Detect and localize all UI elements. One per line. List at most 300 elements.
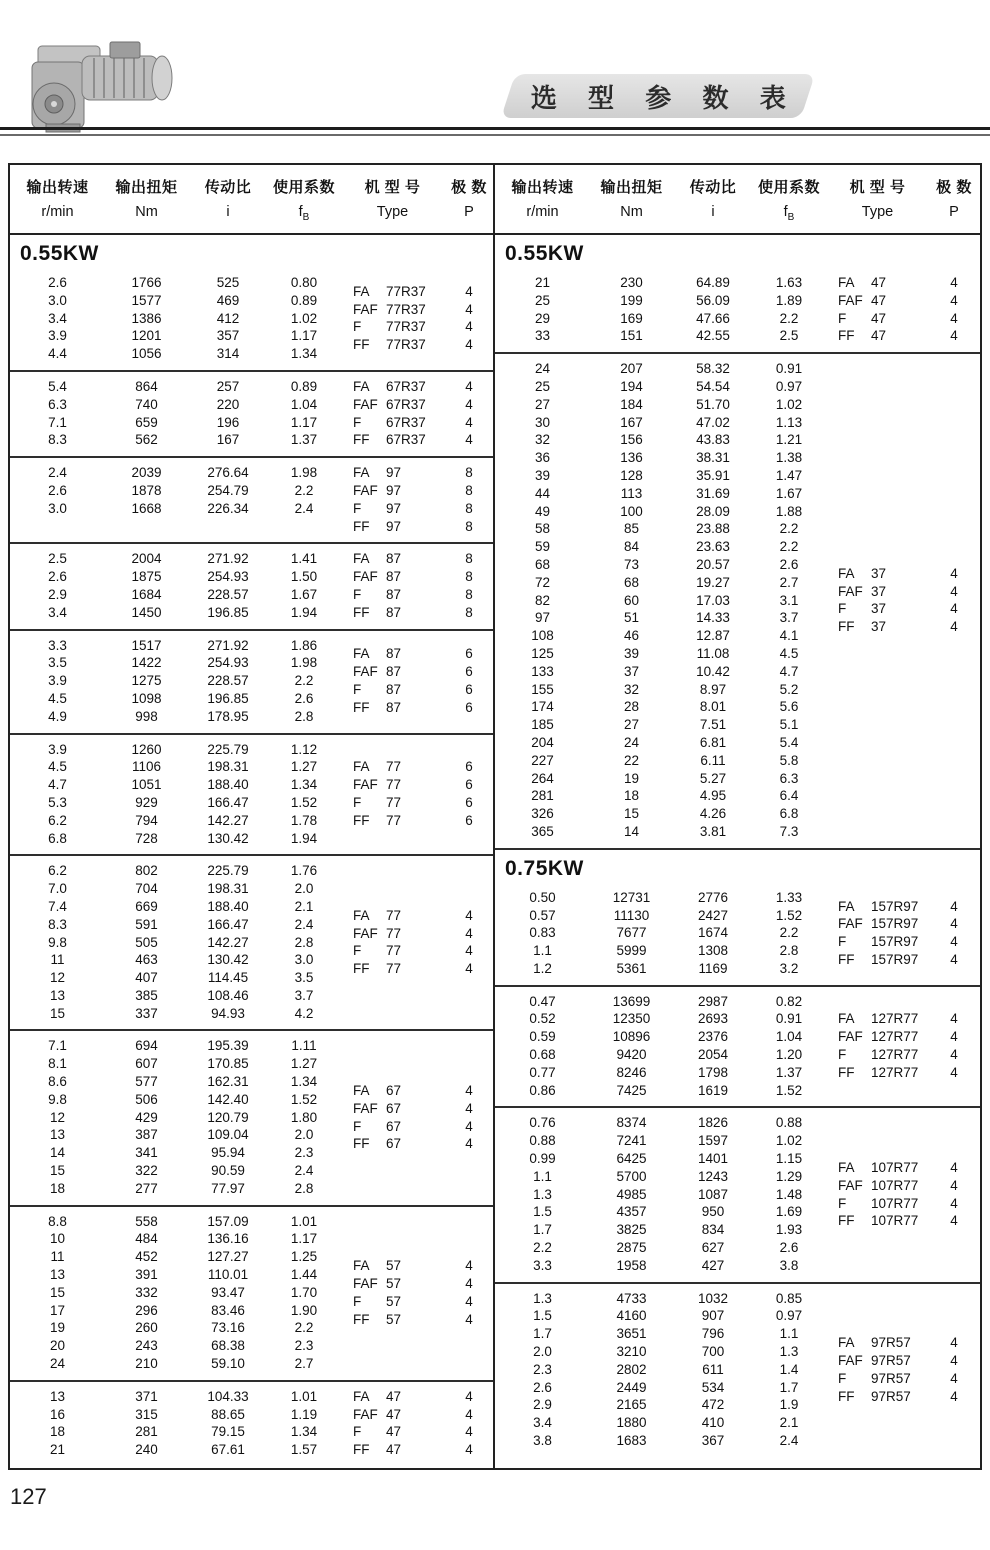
- service-factor-cell: 1.34: [290, 777, 318, 793]
- service-factor-cell: 1.94: [290, 604, 318, 620]
- type-prefix: FAF: [353, 1100, 378, 1116]
- torque-cell: 1878: [131, 482, 162, 498]
- torque-cell: 51: [623, 610, 640, 626]
- speed-cell: 0.52: [529, 1011, 556, 1027]
- ratio-cell: 19.27: [696, 574, 730, 590]
- type-column: [825, 1114, 930, 1274]
- torque-cell: 210: [135, 1356, 158, 1372]
- type-size-code: 47: [386, 1424, 402, 1440]
- poles-cell: 4: [950, 934, 958, 950]
- service-factor-cell: 3.7: [294, 987, 314, 1003]
- ratio-cell: 1401: [697, 1151, 729, 1167]
- type-cell: [838, 310, 930, 328]
- type-prefix: FAF: [838, 292, 863, 308]
- gearmotor-photo: [24, 40, 189, 140]
- poles-cell: 4: [465, 1082, 473, 1098]
- type-cell: [353, 414, 445, 432]
- service-factor-cell: 1.4: [779, 1361, 799, 1377]
- service-factor-cell: 1.20: [775, 1047, 803, 1063]
- ratio-cell: 469: [216, 292, 240, 308]
- service-factor-cell: 1.29: [775, 1168, 803, 1184]
- torque-cell: 7677: [616, 925, 647, 941]
- ratio-cell: 167: [216, 432, 240, 448]
- ratio-cell: 1169: [698, 960, 728, 976]
- type-cell: [838, 1177, 930, 1195]
- speed-column: [495, 360, 590, 841]
- torque-cell: 1201: [131, 328, 162, 344]
- type-size-code: 57: [386, 1275, 402, 1291]
- poles-cell: 4: [950, 898, 958, 914]
- service-factor-cell: 1.04: [290, 396, 318, 412]
- speed-cell: 1.7: [533, 1222, 552, 1238]
- torque-cell: 230: [620, 275, 643, 290]
- type-prefix: FF: [838, 1388, 855, 1404]
- ratio-cell: 1597: [697, 1133, 729, 1149]
- type-size-code: 157R97: [871, 916, 919, 932]
- type-size-code: 87: [386, 664, 402, 680]
- type-prefix: FA: [353, 1258, 370, 1274]
- torque-cell: 277: [135, 1180, 158, 1196]
- ratio-cell: 38.31: [696, 450, 730, 466]
- service-factor-cell: 1.3: [779, 1344, 799, 1360]
- torque-cell: 1875: [131, 569, 162, 585]
- speed-column: [10, 550, 105, 621]
- ratio-cell: 56.09: [696, 292, 730, 308]
- torque-cell: 4160: [616, 1308, 647, 1324]
- speed-cell: 8.3: [48, 432, 67, 448]
- type-cell: [353, 336, 445, 354]
- torque-cell: 12350: [612, 1011, 651, 1027]
- ratio-cell: 2054: [697, 1047, 729, 1063]
- speed-cell: 2.6: [48, 275, 67, 290]
- ratio-column: [188, 862, 268, 1022]
- speed-column: [495, 274, 590, 345]
- torque-cell: 169: [620, 310, 643, 326]
- ratio-cell: 611: [702, 1361, 724, 1377]
- ratio-cell: 51.70: [696, 396, 730, 412]
- poles-column: [930, 993, 978, 1100]
- torque-cell: 240: [135, 1442, 158, 1458]
- poles-cell: 4: [465, 1311, 473, 1327]
- type-size-code: 87: [386, 604, 402, 620]
- poles-cell: 4: [950, 1177, 958, 1193]
- type-prefix: FAF: [353, 396, 378, 412]
- type-size-code: 67R37: [386, 414, 426, 430]
- speed-column: [10, 464, 105, 535]
- type-prefix: F: [353, 794, 362, 810]
- torque-cell: 85: [623, 521, 640, 537]
- speed-cell: 2.6: [48, 569, 67, 585]
- service-factor-cell: 0.97: [775, 378, 803, 394]
- speed-cell: 8.1: [48, 1056, 67, 1072]
- col-header-ratio: 传动比 i: [689, 179, 737, 220]
- torque-cell: 184: [620, 396, 643, 412]
- type-cell: [838, 1388, 930, 1406]
- ratio-cell: 68.38: [211, 1338, 245, 1354]
- torque-cell: 694: [135, 1038, 158, 1054]
- poles-cell: 4: [465, 925, 473, 941]
- speed-cell: 6.2: [48, 863, 67, 879]
- service-factor-cell: 3.0: [294, 952, 314, 968]
- col-header-torque: 输出扭矩 Nm: [115, 179, 178, 220]
- type-size-code: 77: [386, 925, 402, 941]
- poles-column: [445, 464, 493, 535]
- ratio-cell: 3.81: [699, 823, 727, 839]
- page-title: 选 型 参 数 表: [530, 82, 798, 113]
- torque-cell: 32: [623, 681, 640, 697]
- service-factor-cell: 3.1: [779, 592, 799, 608]
- ratio-cell: 8.01: [699, 699, 727, 715]
- data-block: [495, 883, 980, 985]
- service-factor-cell: 1.67: [775, 485, 803, 501]
- type-cell: [353, 1118, 445, 1136]
- service-factor-cell: 0.89: [290, 292, 318, 308]
- ratio-cell: 120.79: [207, 1109, 249, 1125]
- poles-cell: 4: [465, 1406, 473, 1422]
- col-header-speed: 输出转速 r/min: [26, 179, 89, 220]
- service-factor-column: [268, 1037, 340, 1197]
- ratio-column: [673, 1114, 753, 1274]
- ratio-cell: 79.15: [211, 1424, 245, 1440]
- torque-cell: 558: [135, 1213, 158, 1229]
- service-factor-cell: 0.91: [775, 361, 803, 377]
- torque-cell: 1450: [131, 604, 162, 620]
- type-prefix: F: [838, 601, 847, 617]
- torque-cell: 607: [135, 1056, 158, 1072]
- service-factor-column: [268, 1388, 340, 1459]
- ratio-cell: 472: [701, 1397, 725, 1413]
- service-factor-cell: 1.11: [291, 1038, 317, 1054]
- ratio-cell: 188.40: [207, 777, 249, 793]
- speed-cell: 174: [531, 699, 554, 715]
- speed-cell: 0.88: [529, 1133, 556, 1149]
- speed-cell: 1.5: [533, 1204, 552, 1220]
- service-factor-cell: 5.4: [779, 734, 799, 750]
- poles-column: [445, 862, 493, 1022]
- type-column: [340, 464, 445, 535]
- type-size-code: 97: [386, 465, 402, 481]
- ratio-cell: 7.51: [699, 717, 727, 733]
- ratio-cell: 178.95: [207, 708, 249, 724]
- ratio-cell: 1674: [697, 925, 729, 941]
- type-prefix: F: [838, 934, 847, 950]
- type-cell: [353, 1423, 445, 1441]
- type-prefix: FAF: [838, 583, 863, 599]
- ratio-cell: 188.40: [207, 898, 249, 914]
- ratio-cell: 6.81: [699, 734, 727, 750]
- type-size-code: 97: [386, 518, 402, 534]
- torque-column: [105, 464, 188, 535]
- speed-cell: 185: [531, 717, 554, 733]
- torque-cell: 243: [135, 1338, 158, 1354]
- ratio-cell: 6.11: [700, 752, 726, 768]
- table-header: [495, 165, 980, 235]
- ratio-column: [673, 274, 753, 345]
- service-factor-cell: 2.2: [779, 539, 799, 555]
- type-size-code: 57: [386, 1293, 402, 1309]
- ratio-cell: 367: [701, 1433, 725, 1449]
- speed-cell: 125: [531, 645, 554, 661]
- ratio-cell: 90.59: [211, 1163, 245, 1179]
- torque-cell: 1422: [131, 655, 162, 671]
- type-size-code: 47: [871, 328, 887, 344]
- poles-column: [445, 1213, 493, 1373]
- type-size-code: 47: [871, 275, 887, 290]
- torque-column: [105, 862, 188, 1022]
- torque-column: [105, 1037, 188, 1197]
- speed-cell: 25: [534, 378, 551, 394]
- type-size-code: 77R37: [386, 337, 426, 353]
- type-cell: [353, 1100, 445, 1118]
- ratio-cell: 4.26: [699, 806, 727, 822]
- type-cell: [353, 907, 445, 925]
- torque-cell: 68: [623, 574, 640, 590]
- service-factor-cell: 1.52: [775, 1082, 803, 1098]
- torque-cell: 37: [623, 663, 640, 679]
- torque-cell: 4733: [616, 1290, 647, 1306]
- ratio-cell: 1619: [697, 1082, 729, 1098]
- poles-cell: 4: [950, 1213, 958, 1229]
- poles-cell: 6: [465, 759, 473, 775]
- service-factor-cell: 2.2: [779, 310, 799, 326]
- ratio-cell: 2776: [697, 889, 729, 905]
- service-factor-cell: 4.7: [779, 663, 799, 679]
- poles-cell: 4: [950, 310, 958, 326]
- poles-cell: 4: [465, 1442, 473, 1458]
- torque-column: [105, 1213, 188, 1373]
- speed-cell: 3.3: [533, 1257, 552, 1273]
- service-factor-cell: 6.8: [779, 806, 799, 822]
- speed-cell: 0.83: [529, 925, 556, 941]
- type-prefix: F: [838, 1047, 847, 1063]
- ratio-cell: 73.16: [211, 1320, 245, 1336]
- service-factor-cell: 1.02: [290, 310, 318, 326]
- poles-cell: 4: [465, 1424, 473, 1440]
- torque-cell: 1386: [131, 310, 162, 326]
- service-factor-cell: 2.2: [294, 1320, 314, 1336]
- poles-cell: 4: [465, 1136, 473, 1152]
- ratio-cell: 88.65: [211, 1406, 245, 1422]
- ratio-cell: 28.09: [696, 503, 730, 519]
- service-factor-cell: 1.44: [290, 1267, 318, 1283]
- type-column: [340, 1388, 445, 1459]
- page-title-badge: [501, 74, 815, 118]
- type-prefix: FF: [353, 699, 370, 715]
- torque-cell: 371: [135, 1388, 158, 1404]
- type-size-code: 37: [871, 619, 887, 635]
- service-factor-column: [268, 1213, 340, 1373]
- service-factor-cell: 2.4: [294, 500, 314, 516]
- poles-cell: 8: [465, 482, 473, 498]
- torque-cell: 341: [135, 1145, 158, 1161]
- poles-column: [445, 1388, 493, 1459]
- speed-column: [495, 889, 590, 978]
- speed-cell: 0.59: [529, 1029, 556, 1045]
- type-size-code: 77: [386, 943, 402, 959]
- service-factor-cell: 1.63: [775, 275, 803, 290]
- poles-column: [930, 360, 978, 841]
- poles-cell: 4: [465, 1275, 473, 1291]
- service-factor-column: [753, 993, 825, 1100]
- type-size-code: 77: [386, 961, 402, 977]
- type-prefix: F: [353, 586, 362, 602]
- speed-cell: 8.6: [48, 1074, 67, 1090]
- ratio-cell: 254.93: [207, 569, 249, 585]
- ratio-cell: 410: [701, 1415, 725, 1431]
- torque-cell: 2875: [616, 1240, 647, 1256]
- type-cell: [838, 933, 930, 951]
- type-size-code: 67: [386, 1118, 402, 1134]
- type-size-code: 157R97: [871, 951, 919, 967]
- ratio-cell: 534: [701, 1379, 725, 1395]
- type-cell: [353, 1311, 445, 1329]
- type-size-code: 57: [386, 1258, 402, 1274]
- type-cell: [838, 951, 930, 969]
- torque-cell: 1517: [131, 637, 162, 653]
- speed-cell: 82: [534, 592, 551, 608]
- service-factor-cell: 1.41: [290, 551, 318, 567]
- service-factor-cell: 2.4: [294, 1163, 314, 1179]
- type-size-code: 67R37: [386, 378, 426, 394]
- service-factor-cell: 0.88: [775, 1115, 803, 1131]
- col-header-type: 机 型 号 Type: [849, 179, 906, 220]
- poles-cell: 4: [950, 1352, 958, 1368]
- type-prefix: FF: [838, 1213, 855, 1229]
- type-cell: [353, 663, 445, 681]
- ratio-cell: 196.85: [207, 690, 249, 706]
- type-size-code: 107R77: [871, 1159, 919, 1175]
- type-size-code: 87: [386, 586, 402, 602]
- service-factor-cell: 1.01: [290, 1213, 318, 1229]
- col-header-speed: 输出转速 r/min: [511, 179, 574, 220]
- service-factor-cell: 1.76: [290, 863, 318, 879]
- type-prefix: F: [838, 1195, 847, 1211]
- speed-cell: 0.50: [529, 889, 556, 905]
- type-prefix: FA: [353, 465, 370, 481]
- ratio-cell: 108.46: [207, 987, 249, 1003]
- type-column: [340, 1037, 445, 1197]
- torque-cell: 337: [135, 1005, 158, 1021]
- ratio-cell: 627: [701, 1240, 725, 1256]
- poles-column: [445, 741, 493, 848]
- type-cell: [353, 500, 445, 518]
- ratio-cell: 130.42: [207, 830, 249, 846]
- ratio-cell: 142.27: [207, 812, 249, 828]
- poles-cell: 8: [465, 569, 473, 585]
- type-prefix: FA: [838, 1011, 855, 1027]
- col-header-type: 机 型 号 Type: [364, 179, 421, 220]
- poles-cell: 8: [465, 518, 473, 534]
- speed-cell: 204: [531, 734, 554, 750]
- speed-cell: 4.7: [48, 777, 67, 793]
- type-size-code: 67R37: [386, 396, 426, 412]
- type-cell: [353, 1275, 445, 1293]
- service-factor-cell: 2.2: [779, 521, 799, 537]
- type-size-code: 97R57: [871, 1335, 911, 1351]
- speed-cell: 44: [534, 485, 551, 501]
- torque-cell: 4985: [616, 1186, 647, 1202]
- type-cell: [353, 794, 445, 812]
- type-prefix: FAF: [353, 664, 378, 680]
- type-cell: [353, 464, 445, 482]
- speed-cell: 14: [49, 1145, 66, 1161]
- type-prefix: F: [353, 682, 362, 698]
- poles-cell: 4: [465, 961, 473, 977]
- poles-cell: 4: [950, 1335, 958, 1351]
- torque-cell: 27: [623, 717, 640, 733]
- service-factor-cell: 0.82: [775, 993, 803, 1009]
- torque-cell: 281: [135, 1424, 158, 1440]
- data-block: [10, 854, 493, 1029]
- torque-cell: 1051: [131, 777, 162, 793]
- torque-cell: 28: [623, 699, 640, 715]
- speed-cell: 13: [49, 1127, 66, 1143]
- service-factor-cell: 1.78: [290, 812, 318, 828]
- torque-cell: 19: [623, 770, 640, 786]
- torque-cell: 562: [135, 432, 158, 448]
- speed-column: [495, 993, 590, 1100]
- torque-cell: 659: [135, 414, 158, 430]
- type-cell: [353, 550, 445, 568]
- service-factor-cell: 1.52: [775, 907, 803, 923]
- ratio-cell: 225.79: [207, 863, 249, 879]
- torque-cell: 506: [135, 1091, 158, 1107]
- speed-cell: 0.86: [529, 1082, 556, 1098]
- type-cell: [353, 1388, 445, 1406]
- data-block: [10, 629, 493, 733]
- type-prefix: FA: [838, 1335, 855, 1351]
- col-header-torque: 输出扭矩 Nm: [600, 179, 663, 220]
- poles-column: [445, 378, 493, 449]
- speed-cell: 72: [534, 574, 551, 590]
- service-factor-cell: 1.17: [290, 328, 318, 344]
- torque-cell: 669: [135, 898, 158, 914]
- ratio-column: [188, 637, 268, 726]
- speed-cell: 8.3: [48, 916, 67, 932]
- type-size-code: 37: [871, 565, 887, 581]
- service-factor-cell: 1.27: [290, 759, 318, 775]
- torque-cell: 1958: [616, 1257, 647, 1273]
- type-cell: [353, 758, 445, 776]
- service-factor-cell: 3.2: [779, 960, 799, 976]
- col-header-poles: 极 数 P: [451, 179, 487, 220]
- type-cell: [838, 915, 930, 933]
- speed-cell: 133: [531, 663, 554, 679]
- service-factor-cell: 2.4: [779, 1433, 799, 1449]
- type-cell: [353, 1293, 445, 1311]
- type-size-code: 87: [386, 569, 402, 585]
- type-size-code: 77: [386, 812, 402, 828]
- service-factor-cell: 1.50: [290, 569, 318, 585]
- service-factor-cell: 3.8: [779, 1257, 799, 1273]
- torque-cell: 387: [135, 1127, 158, 1143]
- speed-cell: 15: [49, 1284, 66, 1300]
- service-factor-cell: 1.93: [775, 1222, 803, 1238]
- poles-cell: 8: [465, 551, 473, 567]
- torque-column: [105, 274, 188, 363]
- col-header-ratio: 传动比 i: [204, 179, 252, 220]
- table-left-half: [10, 165, 495, 1468]
- torque-cell: 794: [135, 812, 158, 828]
- type-prefix: FF: [353, 518, 370, 534]
- service-factor-cell: 1.34: [290, 1424, 318, 1440]
- data-block: [495, 352, 980, 848]
- service-factor-cell: 1.1: [779, 1326, 799, 1342]
- torque-cell: 9420: [616, 1047, 647, 1063]
- type-column: [825, 274, 930, 345]
- type-cell: [353, 604, 445, 622]
- type-prefix: FA: [353, 1388, 370, 1404]
